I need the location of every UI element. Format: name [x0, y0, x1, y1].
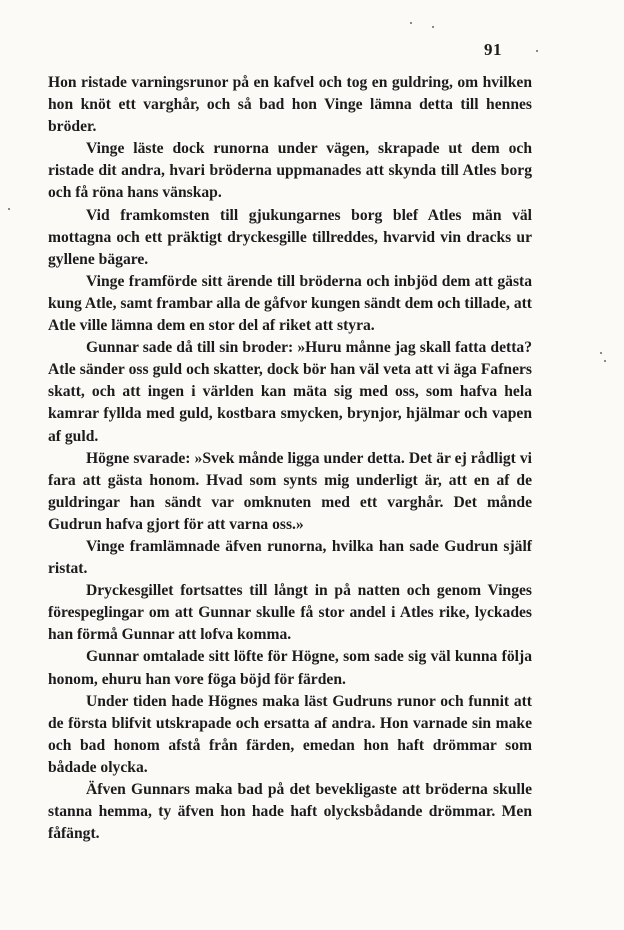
paragraph-10: Under tiden hade Högnes maka läst Gudruns runor och funnit att de första blifvit utskrapade och ersatta af andra. Hon varnade sin make och bad honom afstå från färden, emedan hon haft drömmar som bådade olycka. [48, 692, 532, 776]
paragraph-8: Dryckesgillet fortsattes till långt in på natten och genom Vinges förespeglingar om att Gunnar skulle få stor andel i Atles rike, lyckades han förmå Gunnar att lofva komma. [48, 582, 532, 644]
paper-speck [536, 50, 538, 52]
paragraph-6: Högne svarade: »Svek månde ligga under detta. Det är ej rådligt vi fara att gästa honom. Hvad som synts mig underligt är, att en af de guldringar han sändt var omknuten med ett varghår. Det månde Gudrun hafva gjort för att varna oss.» [48, 449, 532, 533]
paper-speck [604, 360, 606, 362]
paper-speck [432, 26, 434, 28]
paper-speck [8, 208, 10, 210]
paragraph-4: Vinge framförde sitt ärende till bröderna och inbjöd dem att gästa kung Atle, samt frambar alla de gåfvor kungen sändt dem och tillade, att Atle ville lämna dem en stor del af riket att styra. [48, 272, 532, 335]
paragraph-11: Äfven Gunnars maka bad på det bevekligaste att bröderna skulle stanna hemma, ty äfven hon hade haft olycksbådande drömmar. Men fåfängt. [48, 781, 532, 843]
paragraph-1: Hon ristade varningsrunor på en kafvel och tog en guldring, om hvilken hon knöt ett varghår, och så bad hon Vinge lämna detta till hennes bröder. [48, 74, 532, 136]
page-number: 91 [484, 40, 502, 59]
paragraph-3: Vid framkomsten till gjukungarnes borg blef Atles män väl mottagna och ett präktigt dryckesgille tillreddes, hvarvid vin dracks ur gyllene bägare. [48, 206, 532, 268]
paper-speck [410, 22, 412, 24]
paragraph-5: Gunnar sade då till sin broder: »Huru månne jag skall fatta detta? Atle sänder oss guld och skatter, dock bör han väl veta att vi äga Fafners skatt, och att ingen i världen kan mäta sig med oss, som hafva hela kamrar fyllda med guld, kostbara smycken, brynjor, hjälmar och vapen af guld. [48, 339, 532, 445]
paragraph-7: Vinge framlämnade äfven runorna, hvilka han sade Gudrun själf ristat. [48, 537, 532, 578]
paragraph-2: Vinge läste dock runorna under vägen, skrapade ut dem och ristade dit andra, hvari bröderna uppmanades att skynda till Atles borg och få röna hans vänskap. [48, 140, 532, 202]
paragraph-9: Gunnar omtalade sitt löfte för Högne, som sade sig väl kunna följa honom, ehuru han vore föga böjd för färden. [48, 648, 532, 688]
body-text [48, 72, 532, 845]
paper-speck [600, 352, 602, 354]
